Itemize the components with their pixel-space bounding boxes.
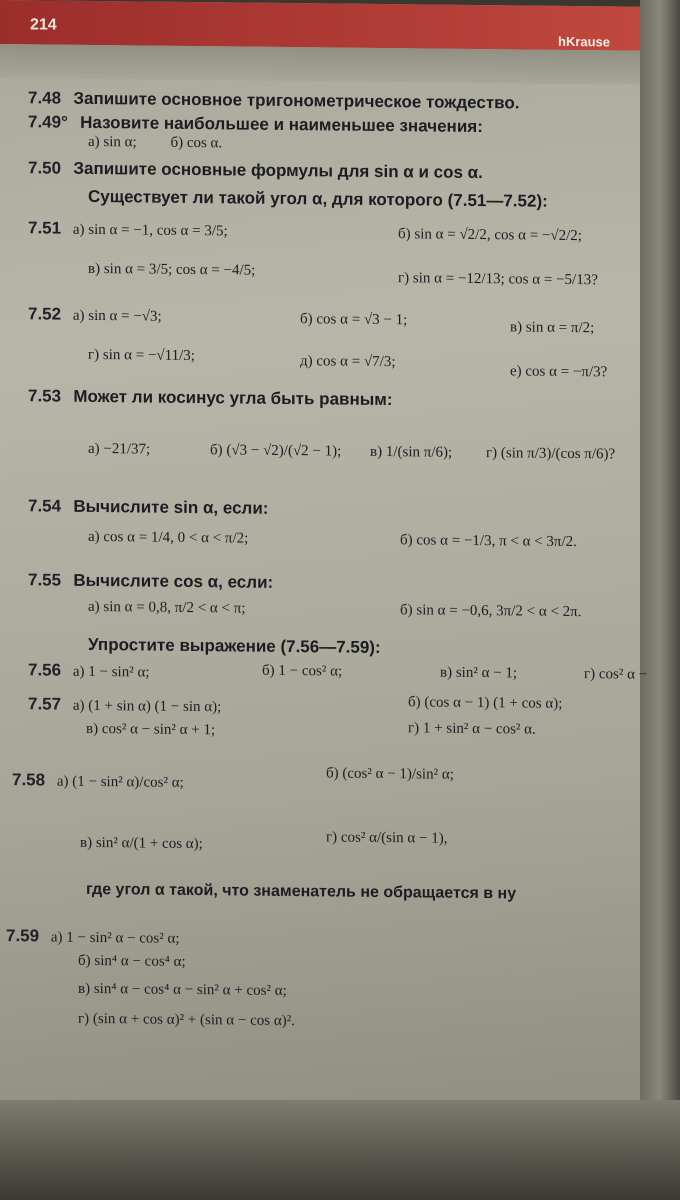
exercise-7-53-a: а) −21/37;: [88, 440, 151, 458]
exercise-7-57-g: г) 1 + sin² α − cos² α.: [408, 720, 536, 738]
exercise-7-57-v: в) cos² α − sin² α + 1;: [86, 720, 216, 739]
exercise-7-59-b: б) sin⁴ α − cos⁴ α;: [78, 952, 186, 970]
exercise-number: 7.57: [28, 694, 62, 714]
exercise-number: 7.48: [28, 88, 62, 108]
exercise-7-54-a: а) cos α = 1/4, 0 < α < π/2;: [88, 528, 249, 547]
exercise-7-52-e: е) cos α = −π/3?: [510, 363, 608, 381]
exercise-7-50: [28, 158, 483, 183]
exercise-7-54-b: б) cos α = −1/3, π < α < 3π/2.: [400, 532, 577, 551]
exercise-7-53-g: г) (sin π/3)/(cos π/6)?: [486, 445, 616, 463]
exercise-text: Может ли косинус угла быть равным:: [73, 386, 393, 410]
exercise-number: 7.53: [28, 386, 62, 406]
exercise-7-59-row1: [6, 926, 180, 948]
exercise-7-57-row1: [28, 694, 221, 716]
header-shadow: [0, 44, 640, 85]
exercise-number: 7.56: [28, 660, 62, 680]
exercise-7-51-row1: [28, 218, 228, 240]
exercise-text: Запишите основное тригонометрическое тождество.: [73, 88, 520, 113]
exercise-number: 7.55: [28, 570, 62, 590]
exercise-number: 7.50: [28, 158, 62, 178]
exercise-7-53-b: б) (√3 − √2)/(√2 − 1);: [210, 442, 342, 460]
exercise-7-56-v: в) sin² α − 1;: [440, 664, 518, 682]
exercise-7-55: [28, 570, 273, 593]
intro-7-56: Упростите выражение (7.56—7.59):: [88, 634, 381, 657]
publisher-logo: hKrause: [558, 33, 611, 50]
part-b: б) cos α.: [170, 134, 223, 152]
exercise-text: Вычислите cos α, если:: [73, 570, 274, 592]
exercise-7-52-b: б) cos α = √3 − 1;: [300, 311, 408, 329]
exercise-text: Запишите основные формулы для sin α и cos α.: [73, 158, 483, 183]
exercise-7-52-g: г) sin α = −√11/3;: [88, 346, 195, 365]
exercise-7-55-a: а) sin α = 0,8, π/2 < α < π;: [88, 598, 246, 617]
exercise-7-56-row: [28, 660, 149, 681]
exercise-7-57-b: б) (cos α − 1) (1 + cos α);: [408, 694, 563, 712]
part-a: а) sin α = −√3;: [72, 307, 162, 325]
exercise-7-51-g: г) sin α = −12/13; cos α = −5/13?: [398, 270, 598, 289]
page-header: [0, 0, 640, 51]
book-binding: [640, 0, 680, 1200]
exercise-text: Назовите наибольшее и наименьшее значения:: [80, 112, 483, 137]
exercise-7-52-v: в) sin α = π/2;: [510, 319, 595, 337]
page-number: 214: [30, 16, 57, 34]
exercise-7-51-b: б) sin α = √2/2, cos α = −√2/2;: [398, 226, 582, 245]
exercise-7-52-row1: [28, 304, 162, 325]
exercise-7-54: [28, 496, 268, 519]
exercise-7-58-v: в) sin² α/(1 + cos α);: [80, 834, 203, 853]
part-a: а) sin α;: [88, 133, 137, 151]
exercise-number: 7.59: [6, 926, 40, 946]
exercise-7-56-g: г) cos² α −: [584, 666, 648, 683]
exercise-number: 7.58: [12, 770, 46, 790]
part-a: а) (1 + sin α) (1 − sin α);: [72, 697, 222, 716]
exercise-7-51-v: в) sin α = 3/5; cos α = −4/5;: [88, 260, 256, 279]
exercise-7-59-g: г) (sin α + cos α)² + (sin α − cos α)².: [78, 1010, 295, 1030]
part-a: а) sin α = −1, cos α = 3/5;: [72, 221, 228, 240]
exercise-7-58-g: г) cos² α/(sin α − 1),: [326, 829, 448, 847]
exercise-number: 7.49°: [28, 112, 68, 132]
exercise-7-58-row1: [12, 770, 184, 792]
exercise-7-53-v: в) 1/(sin π/6);: [370, 443, 453, 461]
exercise-number: 7.54: [28, 496, 62, 516]
part-a: а) (1 − sin² α)/cos² α;: [56, 773, 184, 791]
exercise-7-56-b: б) 1 − cos² α;: [262, 662, 343, 680]
table-surface: [0, 1100, 680, 1200]
exercise-number: 7.52: [28, 304, 62, 324]
note-7-58: где угол α такой, что знаменатель не обращается в ну: [86, 880, 517, 903]
exercise-7-49-parts: [88, 134, 222, 152]
exercise-7-59-v: в) sin⁴ α − cos⁴ α − sin² α + cos² α;: [78, 980, 287, 1000]
part-a: а) 1 − sin² α;: [72, 663, 150, 681]
exercise-7-58-b: б) (cos² α − 1)/sin² α;: [326, 765, 454, 783]
exercise-7-48: [28, 88, 520, 113]
intro-7-51: Существует ли такой угол α, для которого (7.51—7.52):: [88, 186, 548, 211]
exercise-number: 7.51: [28, 218, 62, 238]
exercise-7-53: [28, 386, 393, 410]
exercise-text: Вычислите sin α, если:: [73, 496, 269, 518]
exercise-7-55-b: б) sin α = −0,6, 3π/2 < α < 2π.: [400, 602, 582, 621]
part-a: а) 1 − sin² α − cos² α;: [50, 929, 180, 947]
exercise-7-52-d: д) cos α = √7/3;: [300, 353, 396, 371]
